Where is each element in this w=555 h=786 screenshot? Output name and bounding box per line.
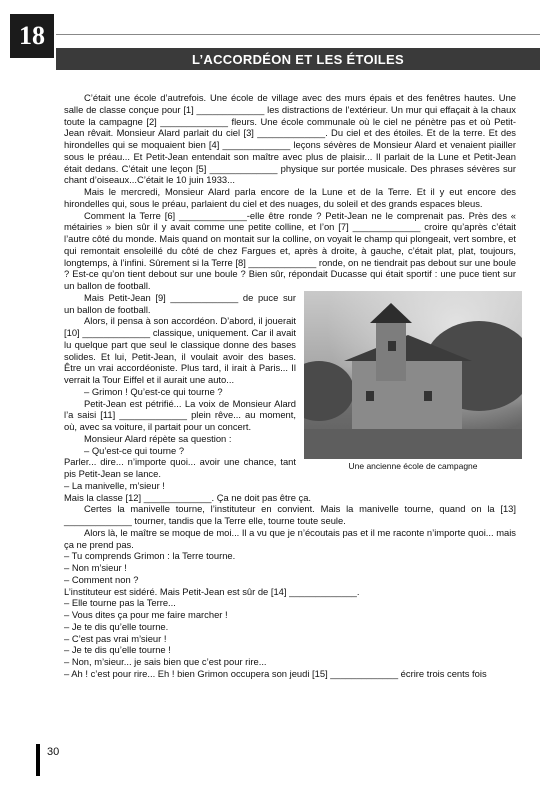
paragraph-2: Mais le mercredi, Monsieur Alard parla encore de la Lune et de la Terre. Et il y eut encore des hirondelles qui, sous le préau, parlaient du ciel et des nuages, du soleil et des grands espaces bleus. — [64, 186, 516, 209]
page-marker — [36, 744, 40, 776]
page-number: 30 — [47, 746, 60, 758]
paragraph-14: Alors là, le maître se moque de moi... Il a vu que je n’écoutais pas et il me raconte n’importe quoi... mais ça ne prend pas. — [64, 526, 516, 550]
paragraph-3: Comment la Terre [6] _____________-elle être ronde ? Petit-Jean ne le comprenait pas. Près des « métairies » bien sûr il y avait comme une petite colline, et l’on [7] _____________ croire qu’après c’était l’autre côté du monde. Mais quand on montait sur la colline, on voyait le champ qui plongeait, vert sombre, et qui remontait ensoleillé du côté de chez Fargues et, après à droite, à gauche, c’était plat, plat, toujours, longtemps, à l’infini. Sûrement si la Terre [8] _____________ ronde, on ne tiendrait pas debout sur une boule ? Est-ce qu’on tient debout sur une boule ? Bien sûr, répondait Ducasse qui était sportif : une puce tient sur un ballon de football. — [64, 209, 516, 291]
chapter-title: L’ACCORDÉON ET LES ÉTOILES — [56, 48, 540, 70]
dialogue-line: – Non, m’sieur... je sais bien que c’est pour rire... — [64, 656, 267, 667]
dialogue-line: – Qu’est-ce qui tourne ? — [84, 444, 185, 456]
dialogue-line: – Elle tourne pas la Terre... — [64, 597, 176, 609]
dialogue-line: – La manivelle, m’sieur ! — [64, 479, 165, 491]
dialogue-line: – Non m’sieur ! — [64, 562, 127, 573]
paragraph-18: L’instituteur est sidéré. Mais Petit-Jean est sûr de [14] _____________. — [64, 585, 360, 597]
paragraph-6: – Grimon ! Qu’est-ce qui tourne ? — [84, 385, 223, 397]
chapter-number: 18 — [10, 14, 54, 58]
dialogue-line: – Tu comprends Grimon : la Terre tourne. — [64, 550, 236, 562]
paragraph-7: Petit-Jean est pétrifié... La voix de Monsieur Alard l’a saisi [11] _____________ plein rêve... au moment, où, avec sa voiture, il partait pour un concert. — [64, 397, 296, 432]
photo-caption: Une ancienne école de campagne — [348, 460, 478, 471]
paragraph-1: C’était une école d’autrefois. Une école de village avec des murs épais et des fenêtres hautes. Une salle de classe conçue pour [1] _____________ les distractions de l’extérieur. Un mur qui effaçait à la chaux toute la campagne [2] _____________ fleurs. Une école communale où le ciel ne pénètre pas et où Petit-Jean rêvait. Monsieur Alard parlait du ciel [3] _____________. Du ciel et des étoiles. Et de la terre. Et des hirondelles qui se moquaient bien [4] _____________ leçons sévères de Monsieur Alard et venaient piailler sous le préau... Et Petit-Jean entendait son maître avec plus de plaisir... Il parlait de la Lune et Petit-Jean était dedans. C’était une leçon [5] _____________ physique sur portée musicale. Des phrases sévères sur chant d’oiseaux...C’était le 10 juin 1933... — [64, 92, 516, 186]
dialogue-line: – Comment non ? — [64, 573, 139, 585]
story-text — [64, 92, 516, 680]
paragraph-13: Certes la manivelle tourne, l’instituteur en convient. Mais la manivelle tourne, quand on la [13] _____________ tourner, tandis que la Terre elle, tourne toute seule. — [64, 503, 516, 526]
school-photo — [304, 291, 522, 459]
paragraph-5: Alors, il pensa à son accordéon. D’abord, il jouerait [10] _____________ classique, uniquement. Car il avait lu quelque part que seul le classique donne des bases solides. Et lui, Petit-Jean, il voulait avoir des bases. Être un vrai accordéoniste. Plus tard, il irait à Paris... Il verrait la Tour Eiffel et il aurait une auto... — [64, 315, 296, 385]
dialogue-line: – C’est pas vrai m’sieur ! — [64, 632, 167, 644]
dialogue-line: – Ah ! c’est pour rire... Eh ! bien Grimon occupera son jeudi [15] _____________ écrire trois cents fois — [64, 667, 487, 679]
dialogue-line: – Vous dites ça pour me faire marcher ! — [64, 609, 228, 620]
paragraph-8: Monsieur Alard répète sa question : — [84, 432, 232, 444]
dialogue-line: – Je te dis qu’elle tourne ! — [64, 644, 171, 656]
header-rule — [56, 34, 540, 35]
paragraph-4: Mais Petit-Jean [9] _____________ de puce sur un ballon de football. — [64, 291, 296, 315]
paragraph-10: Parler... dire... n’importe quoi... avoir une chance, tant pis Petit-Jean se lance. — [64, 456, 296, 479]
paragraph-12: Mais la classe [12] _____________. Ça ne doit pas être ça. — [64, 491, 312, 503]
dialogue-line: – Je te dis qu’elle tourne. — [64, 620, 169, 632]
